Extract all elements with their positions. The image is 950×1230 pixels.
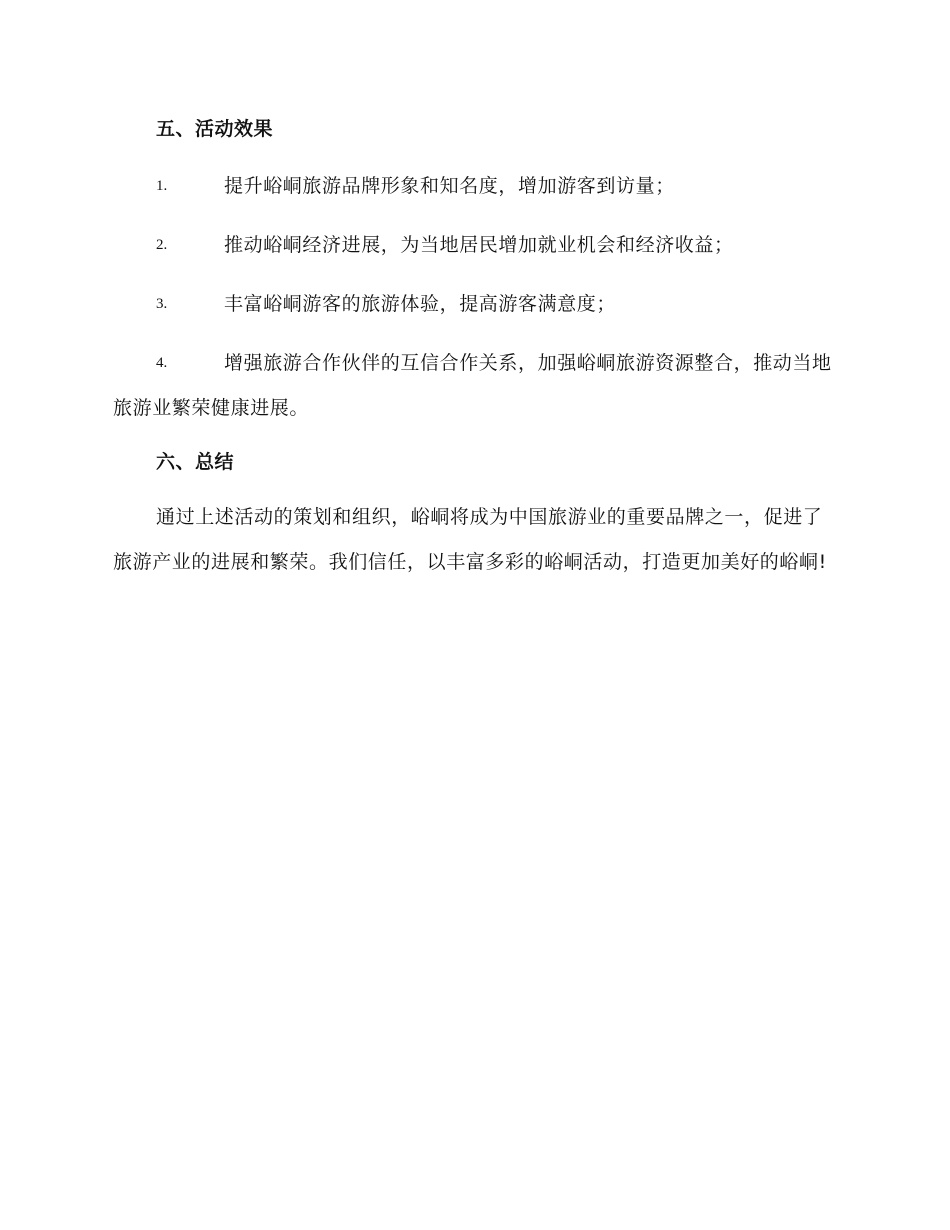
list-item-text: 丰富峪峒游客的旅游体验，提高游客满意度； — [224, 293, 617, 315]
list-item — [113, 223, 838, 268]
list-item — [113, 282, 838, 327]
list-item — [113, 341, 838, 431]
list-item-text: 增强旅游合作伙伴的互信合作关系，加强峪峒旅游资源整合，推动当地旅游业繁荣健康进展。 — [113, 352, 832, 419]
list-item-number: 4. — [156, 355, 168, 371]
section-heading-summary: 六、总结 — [156, 451, 235, 473]
list-item-number: 2. — [156, 237, 168, 253]
summary-paragraph: 通过上述活动的策划和组织，峪峒将成为中国旅游业的重要品牌之一，促进了旅游产业的进展和繁荣。我们信任，以丰富多彩的峪峒活动，打造更加美好的峪峒! — [113, 506, 827, 573]
section-heading-effects: 五、活动效果 — [156, 118, 274, 140]
list-item-text: 提升峪峒旅游品牌形象和知名度，增加游客到访量； — [224, 175, 675, 197]
document-content — [113, 108, 838, 585]
list-item — [113, 164, 838, 209]
list-item-number: 3. — [156, 296, 168, 312]
list-item-number: 1. — [156, 178, 168, 194]
list-item-text: 推动峪峒经济进展，为当地居民增加就业机会和经济收益； — [224, 234, 734, 256]
